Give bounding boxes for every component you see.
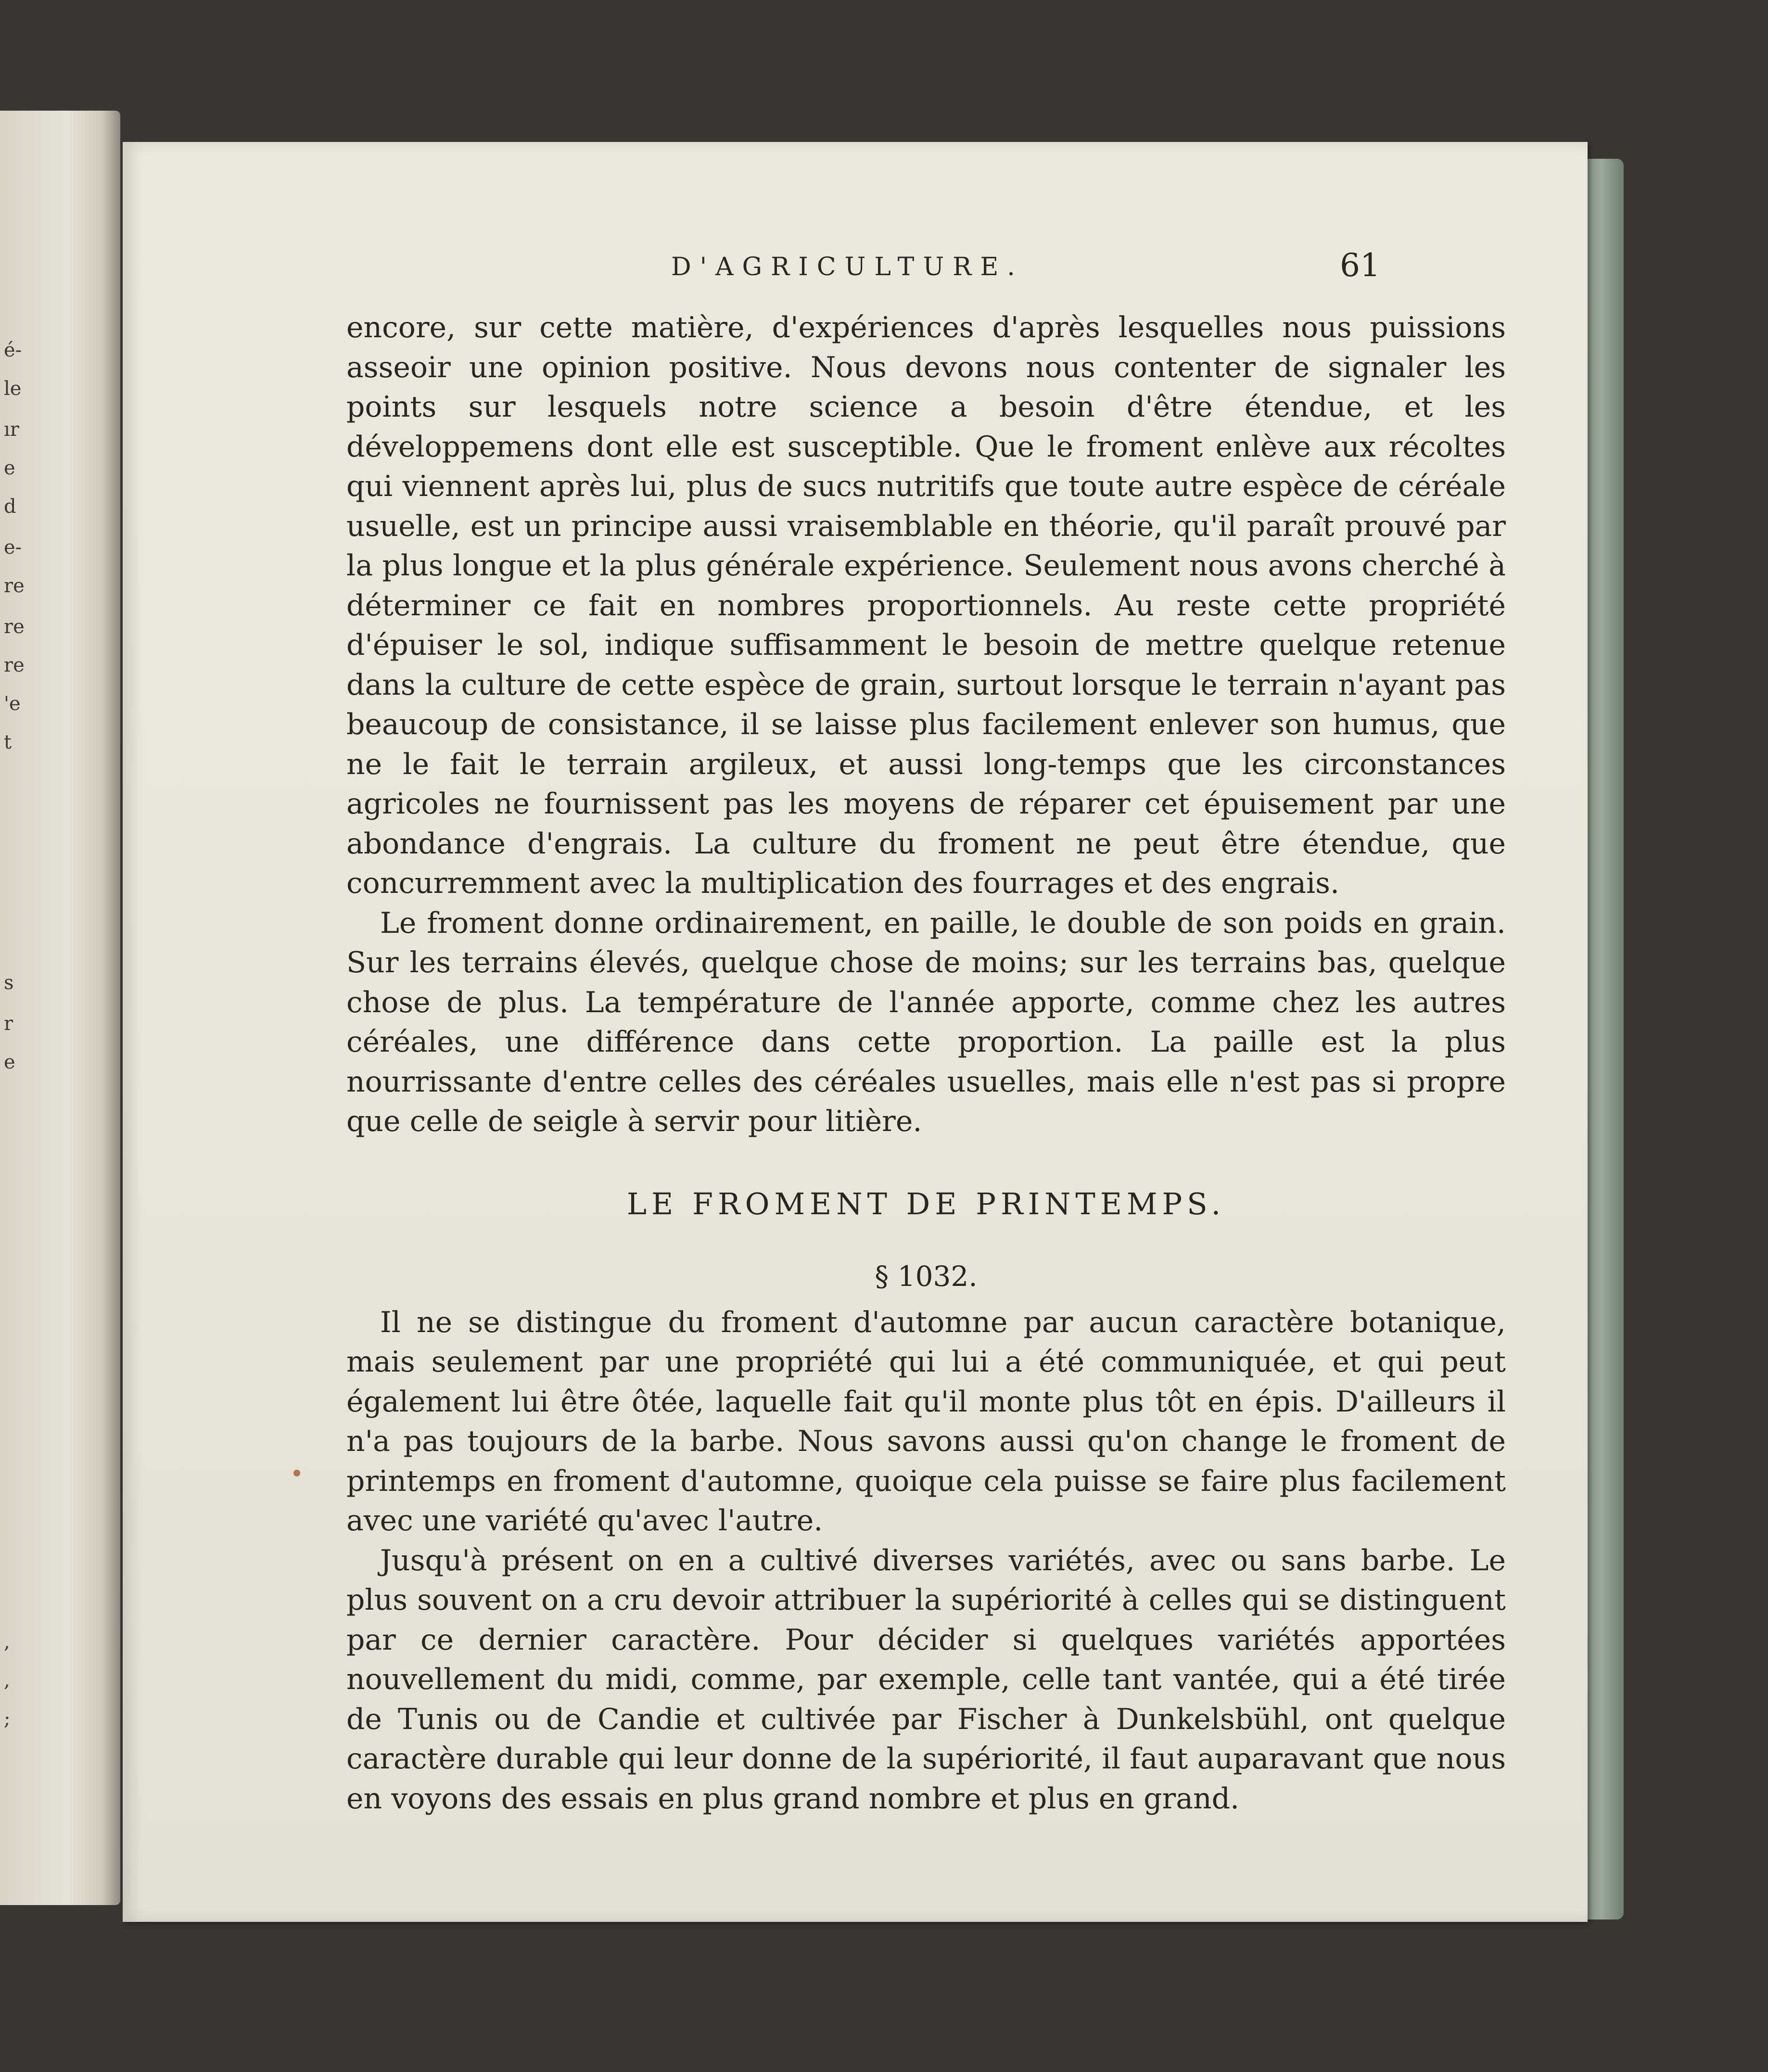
facing-page-fragment: 'e <box>4 693 21 715</box>
page-header <box>123 247 1588 291</box>
paragraph: Jusqu'à présent on en a cultivé diverses variétés, avec ou sans barbe. Le plus souvent on a cru devoir attribuer la supériorité à celles qui se distinguent par ce dernier caractère. Pour décider si quelques variétés apportées nouvellement du midi, comme, par exemple, celle tant vantée, qui a été tirée de Tunis ou de Candie et cultivée par Fischer à Dunkelsbühl, ont quelque caractère durable qui leur donne de la supériorité, il faut auparavant que nous en voyons des essais en plus grand nombre et plus en grand. <box>346 1543 1506 1816</box>
page-number: 61 <box>1340 247 1380 284</box>
facing-page-fragment: , <box>4 1669 10 1691</box>
facing-page-fragment: e- <box>4 536 22 559</box>
paper-stain <box>293 1470 300 1476</box>
facing-page-fragment: le <box>4 378 22 400</box>
facing-page-fragment: é- <box>4 339 22 361</box>
facing-page-fragment: t <box>4 731 12 753</box>
section-heading: LE FROMENT DE PRINTEMPS. <box>626 1186 1226 1221</box>
facing-page-fragment: , <box>4 1631 10 1653</box>
page-body <box>346 308 1506 1818</box>
book-cover-edge <box>1583 159 1624 1919</box>
facing-page-fragment: s <box>4 972 14 994</box>
facing-page-fragment: re <box>4 654 25 676</box>
facing-page-fragment: re <box>4 575 25 597</box>
facing-page-fragment: e <box>4 1051 15 1073</box>
facing-page-fragment: ır <box>4 419 19 441</box>
facing-page-fragment: re <box>4 616 25 638</box>
paragraph: encore, sur cette matière, d'expériences d'après lesquelles nous puissions asseoir une opinion positive. Nous devons nous contenter de signaler les points sur lesquels notre science a besoin d'être étendue, et les développemens dont elle est susceptible. Que le froment enlève aux récoltes qui viennent après lui, plus de sucs nutritifs que toute autre espèce de céréale usuelle, est un principe aussi vraisemblable en théorie, qu'il paraît prouvé par la plus longue et la plus générale expérience. Seulement nous avons cherché à déterminer ce fait en nombres proportionnels. Au reste cette propriété d'épuiser le sol, indique suffisamment le besoin de mettre quelque retenue dans la culture de cette espèce de grain, surtout lorsque le terrain n'ayant pas beaucoup de consistance, il se laisse plus facilement enlever son humus, que ne le fait le terrain argileux, et aussi long-temps que les circonstances agricoles ne fournissent pas les moyens de réparer cet épuisement par une abondance d'engrais. La culture du froment ne peut être étendue, que concurremment avec la multiplication des fourrages et des engrais. <box>346 311 1506 900</box>
paragraph: Il ne se distingue du froment d'automne par aucun caractère botanique, mais seulement par une propriété qui lui a été communiquée, et qui peut également lui être ôtée, laquelle fait qu'il monte plus tôt en épis. D'ailleurs il n'a pas toujours de la barbe. Nous savons aussi qu'on change le froment de printemps en froment d'automne, quoique cela puisse se faire plus facilement avec une variété qu'avec l'autre. <box>346 1305 1506 1538</box>
paragraph: Le froment donne ordinairement, en paille, le double de son poids en grain. Sur les terrains élevés, quelque chose de moins; sur les terrains bas, quelque chose de plus. La température de l'année apporte, comme chez les autres céréales, une différence dans cette proportion. La paille est la plus nourrissante d'entre celles des céréales usuelles, mais elle n'est pas si propre que celle de seigle à servir pour litière. <box>346 906 1506 1138</box>
facing-page-fragment: ; <box>4 1708 11 1730</box>
facing-page-fragment: e <box>4 457 15 479</box>
facing-page-edge <box>0 111 120 1905</box>
running-title: D'AGRICULTURE. <box>671 253 1024 281</box>
section-number: § 1032. <box>875 1259 978 1293</box>
book-page <box>123 142 1588 1922</box>
facing-page-fragment: r <box>4 1013 13 1035</box>
facing-page-fragment: d <box>4 496 16 518</box>
